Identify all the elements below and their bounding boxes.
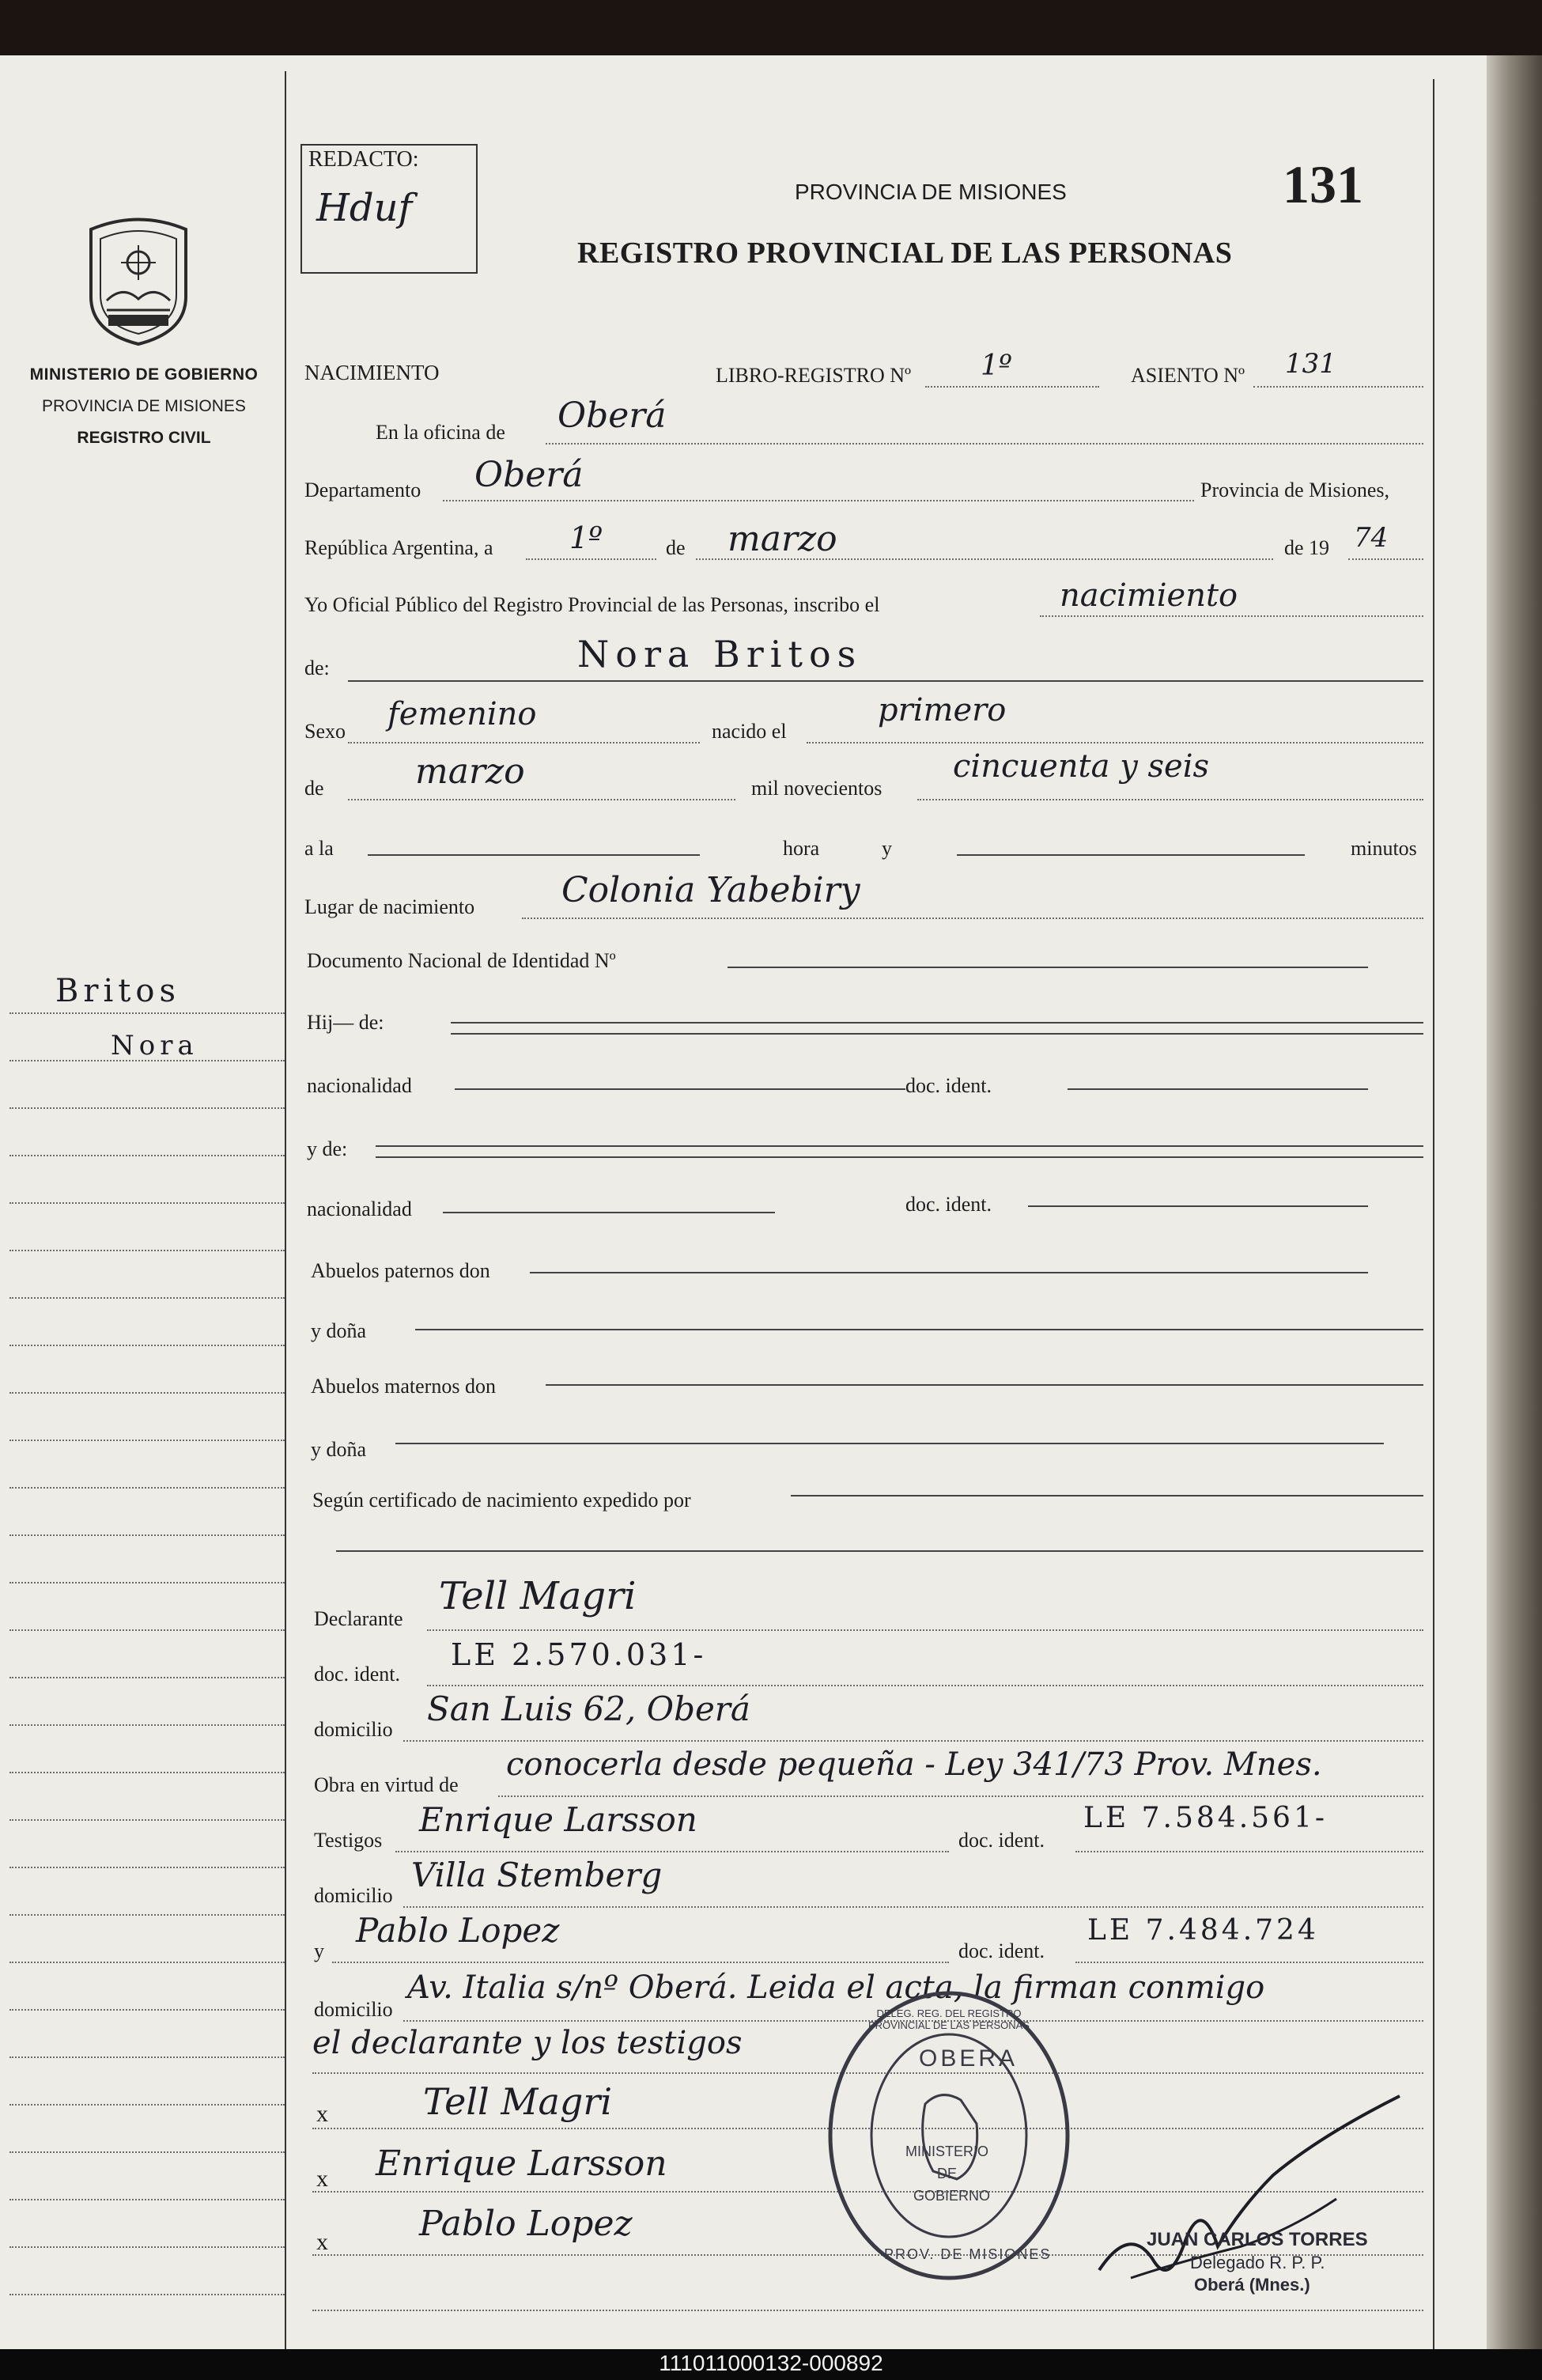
dia-value: 1º (569, 520, 603, 555)
stamp-center-line-3: GOBIERNO (913, 2188, 991, 2204)
nac2-label: nacionalidad (307, 1198, 412, 1220)
sexo-value: femenino (387, 696, 537, 732)
nac1-label: nacionalidad (307, 1074, 412, 1097)
oficina-label: En la oficina de (376, 421, 505, 444)
domicilio2-label: domicilio (314, 1884, 393, 1907)
firma-declarante: Tell Magri (423, 2080, 613, 2123)
yde-label: y de: (307, 1137, 348, 1160)
doc-declarante-value: LE 2.570.031- (451, 1637, 707, 1672)
de-persona-label: de: (304, 656, 330, 679)
firma-testigo1: Enrique Larsson (376, 2144, 667, 2184)
domicilio-label: domicilio (314, 1718, 393, 1741)
nombre-value: Nora Britos (577, 633, 863, 675)
nacido-label: nacido el (712, 720, 787, 743)
testigo2-value: Pablo Lopez (356, 1911, 560, 1950)
declarante-label: Declarante (314, 1607, 403, 1630)
docident-declarante-label: doc. ident. (314, 1663, 401, 1686)
hora-label: hora (783, 837, 820, 860)
de-label: de (666, 536, 686, 559)
ydona1-label: y doña (311, 1319, 367, 1342)
minutos-label: minutos (1351, 837, 1417, 860)
asiento-value: 131 (1285, 348, 1336, 380)
official-name: JUAN CARLOS TORRES (1147, 2229, 1368, 2250)
doc-testigo2-value: LE 7.484.724 (1087, 1914, 1319, 1947)
firma-testigo2: Pablo Lopez (419, 2204, 633, 2244)
anio-value: 74 (1354, 522, 1389, 554)
ydona2-label: y doña (311, 1438, 367, 1461)
ministry-label: MINISTERIO DE GOBIERNO (29, 365, 259, 384)
asiento-label: ASIENTO Nº (1131, 364, 1245, 387)
abuelos-mat-label: Abuelos maternos don (311, 1375, 496, 1398)
mes-nac-value: marzo (415, 751, 525, 792)
domicilio-value: San Luis 62, Oberá (427, 1689, 750, 1728)
oficina-value: Oberá (557, 395, 667, 436)
redacto-value: Hduf (316, 186, 413, 230)
republica-label: República Argentina, a (304, 536, 493, 559)
book-edge (1487, 55, 1542, 2349)
registry-title: REGISTRO PROVINCIAL DE LAS PERSONAS (577, 236, 1233, 270)
docident2-label: doc. ident. (905, 1193, 992, 1216)
y2-label: y (314, 1939, 324, 1962)
doc-testigo1-value: LE 7.584.561- (1083, 1802, 1328, 1834)
ala-label: a la (304, 837, 334, 860)
stamp-top-text: OBERA (919, 2045, 1019, 2072)
obra-value: conocerla desde pequeña - Ley 341/73 Prov. Mnes. (506, 1746, 1322, 1783)
lugar-label: Lugar de nacimiento (304, 895, 475, 918)
stamp-ring-text: DELEG. REG. DEL REGISTRO PROVINCIAL DE LAS PERSONAS (868, 2007, 1030, 2031)
official-title: Delegado R. P. P. (1190, 2253, 1325, 2272)
stamp-center-line-1: MINISTERIO (905, 2144, 989, 2159)
libro-label: LIBRO-REGISTRO Nº (716, 364, 912, 387)
provincia-label: Provincia de Misiones, (1200, 479, 1390, 501)
lugar-value: Colonia Yabebiry (561, 870, 860, 910)
footer-code: 111011000132-000892 (659, 2351, 883, 2375)
mil-label: mil novecientos (751, 777, 882, 800)
domicilio3-label: domicilio (314, 1998, 393, 2021)
sexo-label: Sexo (304, 720, 346, 743)
declarante-value: Tell Magri (439, 1574, 637, 1618)
certificado-label: Según certificado de nacimiento expedido por (312, 1489, 691, 1512)
dni-label: Documento Nacional de Identidad Nº (307, 949, 616, 972)
anio-nac-value: cincuenta y seis (953, 748, 1210, 785)
record-type: NACIMIENTO (304, 361, 440, 384)
firma-marker-3: x (316, 2229, 328, 2255)
domicilio-testigo1-value: Villa Stemberg (411, 1856, 663, 1894)
right-margin-rule (1433, 79, 1434, 2349)
firma-marker-1: x (316, 2101, 328, 2127)
index-surname: Britos (55, 973, 180, 1009)
index-name: Nora (111, 1030, 198, 1061)
doc-testigo1-label: doc. ident. (958, 1829, 1045, 1852)
firma-marker-2: x (316, 2166, 328, 2192)
redacto-label: REDACTO: (308, 147, 419, 172)
mes-value: marzo (728, 519, 837, 559)
continuacion-text: el declarante y los testigos (312, 2025, 743, 2061)
docident1-label: doc. ident. (905, 1074, 992, 1097)
document-sheet (0, 55, 1487, 2349)
departamento-label: Departamento (304, 479, 421, 501)
libro-value: 1º (981, 350, 1012, 382)
province-title: PROVINCIA DE MISIONES (795, 180, 1067, 204)
abuelos-pat-label: Abuelos paternos don (311, 1259, 490, 1282)
folio-number: 131 (1283, 154, 1363, 214)
domicilio-testigo2-value: Av. Italia s/nº Oberá. Leida el acta, la firman conmigo (407, 1969, 1265, 2006)
y-label: y (882, 837, 892, 860)
official-place: Oberá (Mnes.) (1194, 2275, 1310, 2295)
de-anio-label: de 19 (1284, 536, 1330, 559)
stamp-bottom-text: PROV. DE MISIONES (884, 2246, 1052, 2262)
obra-label: Obra en virtud de (314, 1773, 459, 1796)
de2-label: de (304, 777, 324, 800)
testigo1-value: Enrique Larsson (419, 1800, 697, 1839)
inscribo-label: Yo Oficial Público del Registro Provincial de las Personas, inscribo el (304, 593, 880, 616)
registry-label: REGISTRO CIVIL (77, 429, 211, 447)
departamento-value: Oberá (474, 455, 584, 495)
nacido-value: primero (878, 692, 1007, 728)
stamp-center-line-2: DE (937, 2166, 958, 2181)
left-margin-rule (285, 71, 286, 2349)
province-seal-icon (75, 214, 202, 348)
doc-testigo2-label: doc. ident. (958, 1939, 1045, 1962)
inscribo-value: nacimiento (1060, 577, 1238, 614)
testigos-label: Testigos (314, 1829, 383, 1852)
province-label: PROVINCIA DE MISIONES (42, 397, 246, 415)
hijo-label: Hij— de: (307, 1011, 384, 1034)
